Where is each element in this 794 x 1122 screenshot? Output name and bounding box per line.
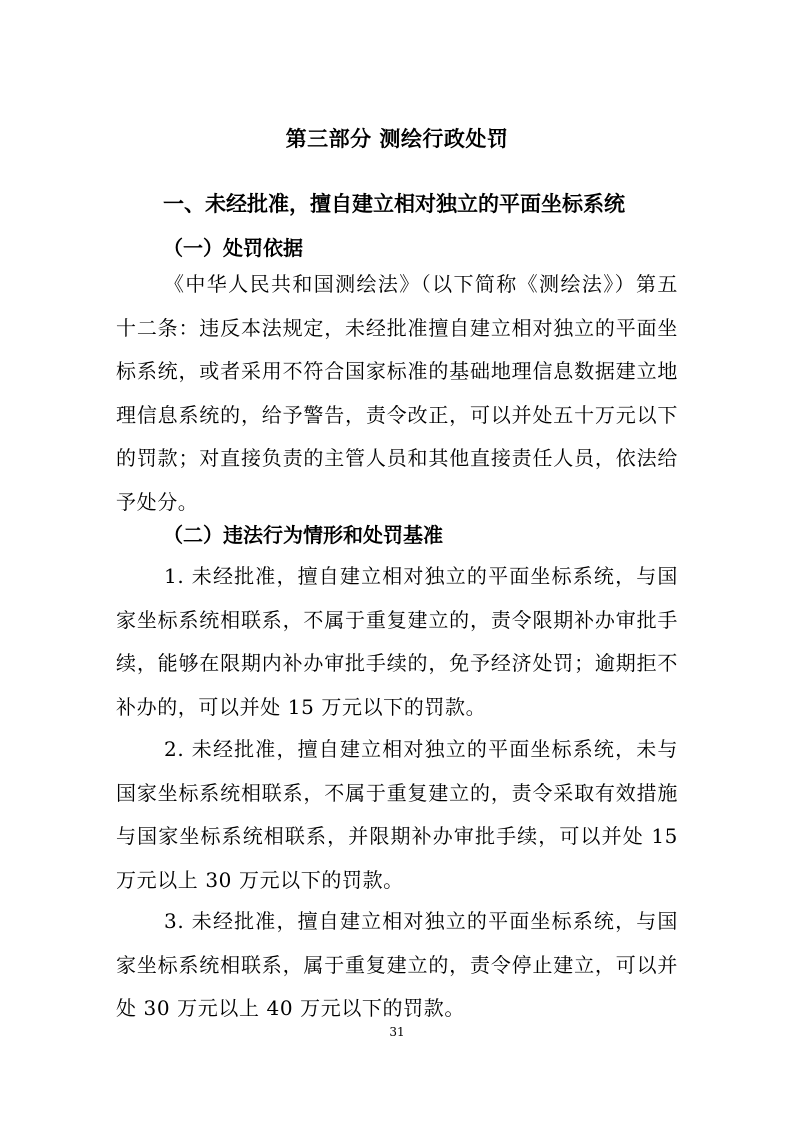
standard-item-3: 3. 未经批准，擅自建立相对独立的平面坐标系统，与国家坐标系统相联系，属于重复建立的，责令停止建立，可以并处 30 万元以上 40 万元以下的罚款。: [116, 909, 678, 1020]
subsection-basis-title: （一）处罚依据: [163, 236, 303, 260]
subsection-standard-title: （二）违法行为情形和处罚基准: [163, 523, 443, 547]
standard-item-1: 1. 未经批准，擅自建立相对独立的平面坐标系统，与国家坐标系统相联系，不属于重复建立的，责令限期补办审批手续，能够在限期内补办审批手续的，免予经济处罚；逾期拒不补办的，可以并处 15 万元以下的罚款。: [116, 564, 678, 719]
page-number: 31: [389, 1025, 405, 1039]
section-title: 一、未经批准，擅自建立相对独立的平面坐标系统: [163, 192, 625, 216]
standard-item-2: 2. 未经批准，擅自建立相对独立的平面坐标系统，未与国家坐标系统相联系，不属于重复建立的，责令采取有效措施与国家坐标系统相联系，并限期补办审批手续，可以并处 15 万元以上 30 万元以下的罚款。: [116, 737, 678, 892]
part-title: 第三部分 测绘行政处罚: [285, 127, 509, 151]
basis-paragraph: 《中华人民共和国测绘法》（以下简称《测绘法》）第五十二条：违反本法规定，未经批准擅自建立相对独立的平面坐标系统，或者采用不符合国家标准的基础地理信息数据建立地理信息系统的，给予警告，责令改正，可以并处五十万元以下的罚款；对直接负责的主管人员和其他直接责任人员，依法给予处分。: [116, 272, 678, 514]
